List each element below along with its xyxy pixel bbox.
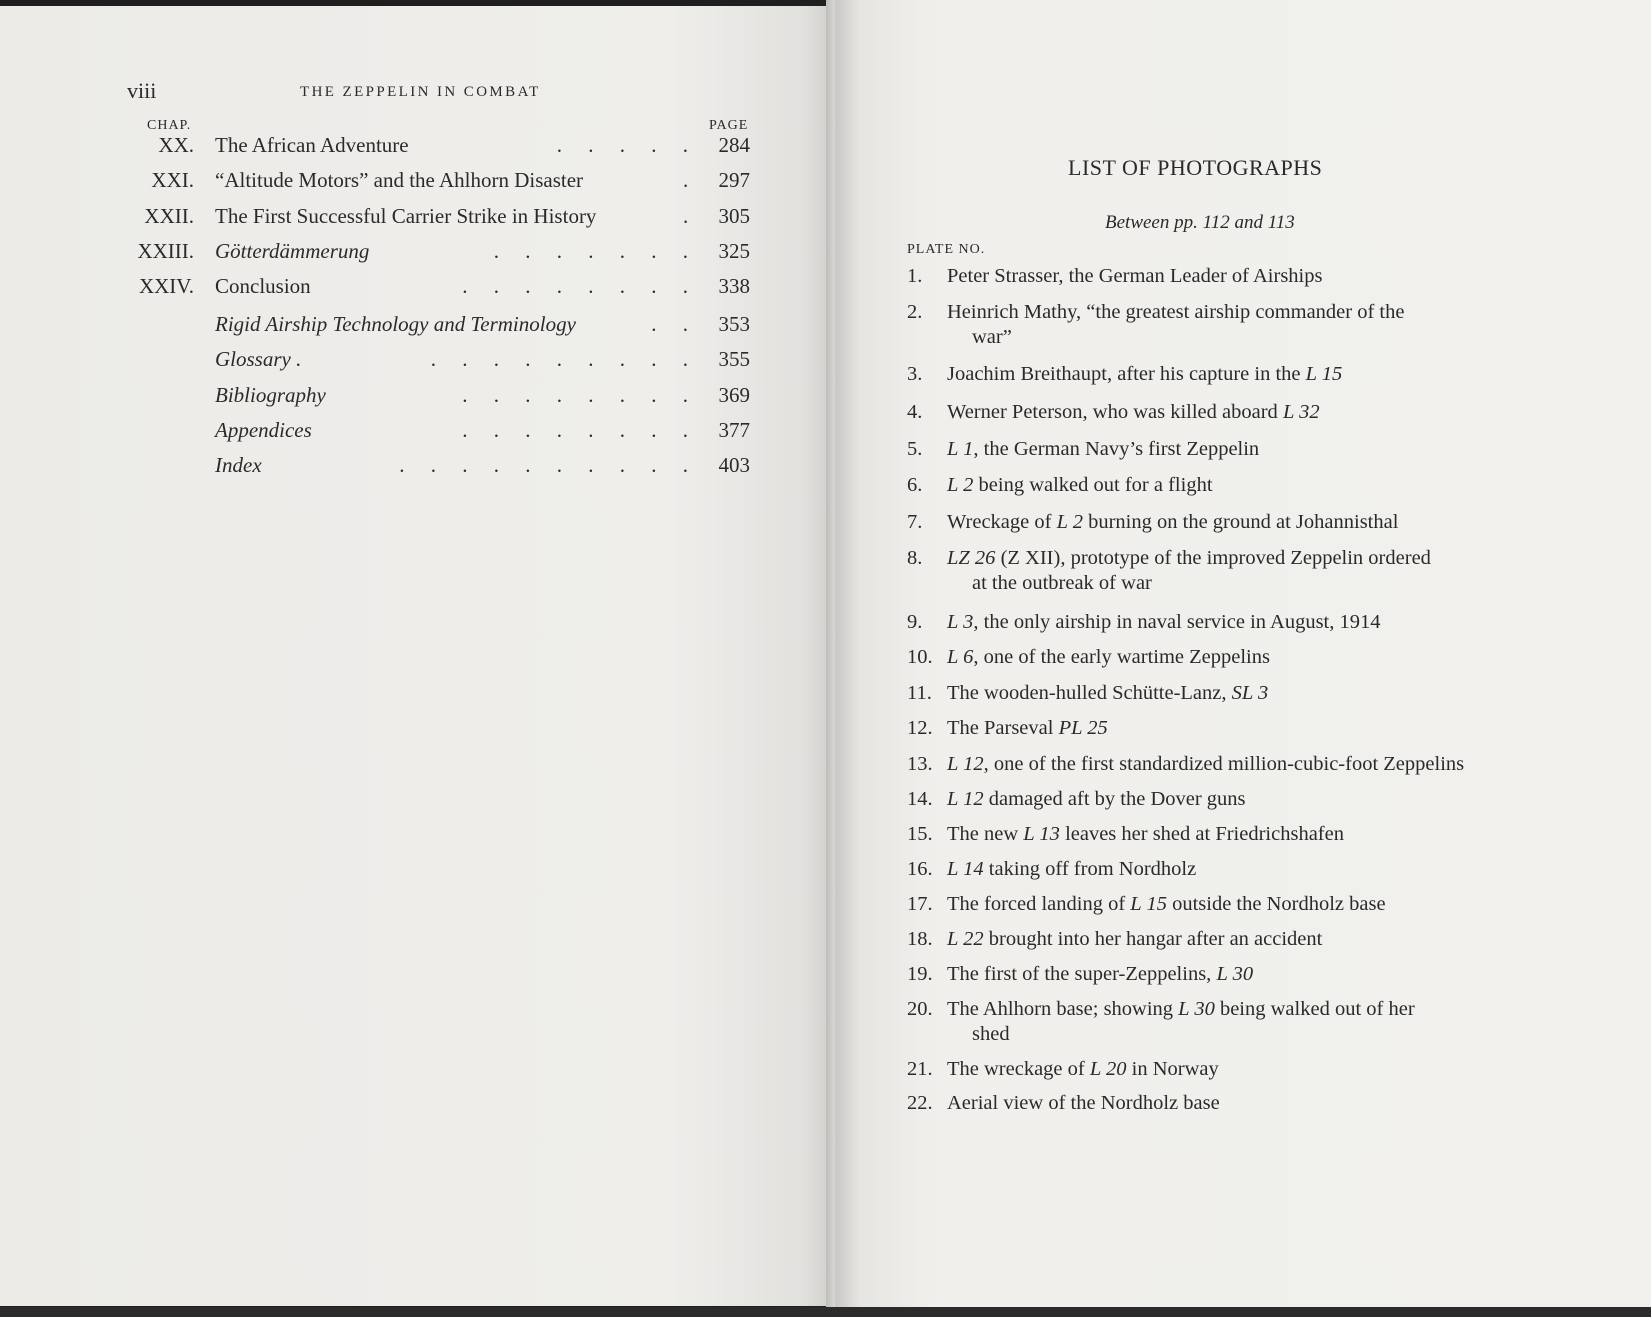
caption-text: brought into her hangar after an accident (983, 928, 1323, 950)
plate-number: 5. (907, 438, 923, 460)
toc-entry (0, 204, 760, 236)
leader-dots: . . (651, 312, 688, 336)
airship-designation: L 22 (947, 928, 984, 950)
caption-text: outside the Nordholz base (1166, 893, 1386, 915)
plate-number: 21. (907, 1058, 933, 1080)
page-number: 369 (718, 383, 750, 407)
page-number: 325 (718, 239, 750, 263)
caption-text: Heinrich Mathy, “the greatest airship commander of the (947, 301, 1405, 323)
airship-designation: PL 25 (1058, 717, 1108, 739)
photograph-caption (947, 400, 1617, 425)
photograph-caption (947, 927, 1617, 952)
caption-text: in Norway (1126, 1058, 1219, 1080)
airship-designation: L 15 (1130, 893, 1167, 915)
caption-text: The forced landing of (947, 893, 1131, 915)
plate-number: 19. (907, 963, 933, 985)
scan-edge (0, 1307, 1651, 1317)
plate-no-heading: PLATE NO. (907, 242, 986, 257)
photograph-caption (947, 822, 1617, 847)
plate-number: 16. (907, 858, 933, 880)
caption-text: , the only airship in naval service in August, 1914 (973, 611, 1381, 633)
chapter-title: Conclusion (215, 274, 311, 298)
chapter-number: XXIV. (138, 274, 194, 298)
photograph-caption (947, 892, 1617, 917)
page-number: 403 (718, 453, 750, 477)
airship-designation: L 3 (947, 611, 974, 633)
airship-designation: L 30 (1178, 998, 1215, 1020)
leader-dots: . . . . . . . . (462, 418, 688, 442)
caption-text: being walked out for a flight (973, 474, 1213, 496)
caption-text: burning on the ground at Johannisthal (1082, 511, 1399, 533)
photograph-caption (947, 645, 1617, 670)
caption-text: The first of the super-Zeppelins, (947, 963, 1217, 985)
photograph-caption (947, 264, 1617, 289)
chapter-title: Rigid Airship Technology and Terminology (215, 312, 576, 336)
toc-entry (0, 383, 760, 415)
photograph-caption (947, 681, 1617, 706)
photograph-caption (947, 962, 1617, 987)
right-page (835, 0, 1651, 1310)
chapter-number: XX. (158, 133, 194, 157)
chapter-title: The First Successful Carrier Strike in History (215, 204, 597, 228)
caption-text: Aerial view of the Nordholz base (947, 1092, 1220, 1114)
airship-designation: L 20 (1089, 1058, 1127, 1080)
page-number: 338 (718, 274, 750, 298)
toc-entry (0, 133, 760, 165)
airship-designation: L 2 (1056, 511, 1083, 533)
caption-text: The Parseval (947, 717, 1059, 739)
folio: viii (127, 78, 157, 103)
photograph-caption (947, 1057, 1617, 1082)
photograph-caption (947, 473, 1617, 498)
page-number: 284 (718, 133, 750, 157)
plate-number: 17. (907, 893, 933, 915)
page-number: 305 (718, 204, 750, 228)
photograph-caption (947, 546, 1617, 596)
leader-dots: . . . . . . . . . . (399, 453, 688, 477)
chapter-title: Götterdämmerung (215, 239, 370, 263)
chapter-title: Appendices (215, 418, 312, 442)
plate-number: 8. (907, 547, 923, 569)
page-number: 297 (718, 168, 750, 192)
leader-dots: . (683, 168, 689, 192)
leader-dots: . . . . . . . . (462, 383, 688, 407)
photograph-caption (947, 787, 1617, 812)
list-of-photographs-title: LIST OF PHOTOGRAPHS (1068, 155, 1323, 180)
caption-text: The Ahlhorn base; showing (947, 998, 1179, 1020)
caption-text: Joachim Breithaupt, after his capture in the (947, 363, 1306, 385)
plate-number: 6. (907, 474, 923, 496)
toc-entry (0, 453, 760, 485)
photograph-caption (947, 610, 1617, 635)
leader-dots: . (683, 204, 689, 228)
chap-column-heading: CHAP. (147, 118, 192, 133)
chapter-number: XXI. (151, 168, 194, 192)
airship-designation: LZ 26 (947, 547, 996, 569)
plate-number: 18. (907, 928, 933, 950)
caption-text: (Z XII), prototype of the improved Zeppelin ordered (995, 547, 1431, 569)
airship-designation: L 13 (1023, 823, 1060, 845)
left-page (0, 6, 835, 1306)
running-title: THE ZEPPELIN IN COMBAT (300, 84, 541, 100)
caption-text: Wreckage of (947, 511, 1057, 533)
leader-dots: . . . . . . . . . (430, 347, 688, 371)
photograph-caption (947, 300, 1617, 350)
photograph-caption (947, 752, 1617, 777)
plate-number: 13. (907, 753, 933, 775)
page-number: 353 (718, 312, 750, 336)
plate-number: 11. (907, 682, 932, 704)
caption-text: leaves her shed at Friedrichshafen (1059, 823, 1344, 845)
plate-number: 9. (907, 611, 923, 633)
chapter-title: “Altitude Motors” and the Ahlhorn Disaster (215, 168, 584, 192)
toc-entry (0, 418, 760, 450)
caption-text: being walked out of her (1214, 998, 1415, 1020)
caption-text: , one of the early wartime Zeppelins (973, 646, 1270, 668)
airship-designation: L 14 (947, 858, 984, 880)
caption-text: taking off from Nordholz (983, 858, 1197, 880)
photograph-caption (947, 510, 1617, 535)
airship-designation: L 1 (947, 438, 974, 460)
airship-designation: L 32 (1282, 401, 1320, 423)
airship-designation: L 12 (947, 753, 984, 775)
caption-text: Werner Peterson, who was killed aboard (947, 401, 1283, 423)
photograph-caption (947, 716, 1617, 741)
caption-text: The wreckage of (947, 1058, 1090, 1080)
leader-dots: . . . . . . . . (462, 274, 688, 298)
caption-text: , the German Navy’s first Zeppelin (973, 438, 1260, 460)
chapter-title: Glossary . (215, 347, 302, 371)
plate-number: 12. (907, 717, 933, 739)
photograph-caption (947, 362, 1617, 387)
photograph-caption (947, 997, 1617, 1047)
caption-continuation: at the outbreak of war (972, 572, 1152, 594)
chapter-number: XXII. (144, 204, 194, 228)
caption-text: , one of the first standardized million-cubic-foot Zeppelins (983, 753, 1465, 775)
chapter-title: The African Adventure (215, 133, 409, 157)
plate-number: 2. (907, 301, 923, 323)
caption-text: The wooden-hulled Schütte-Lanz, (947, 682, 1232, 704)
toc-entry (0, 347, 760, 379)
plate-number: 3. (907, 363, 923, 385)
airship-designation: L 15 (1305, 363, 1343, 385)
plate-number: 15. (907, 823, 933, 845)
chapter-title: Bibliography (215, 383, 326, 407)
toc-entry (0, 312, 760, 344)
airship-designation: L 30 (1216, 963, 1254, 985)
plate-number: 10. (907, 646, 933, 668)
caption-text: Peter Strasser, the German Leader of Airships (947, 265, 1323, 287)
photograph-caption (947, 857, 1617, 882)
caption-continuation: war” (972, 326, 1012, 348)
toc-entry (0, 239, 760, 271)
plate-number: 14. (907, 788, 933, 810)
leader-dots: . . . . . . . (493, 239, 688, 263)
plate-number: 7. (907, 511, 923, 533)
chapter-title: Index (215, 453, 262, 477)
plate-number: 1. (907, 265, 923, 287)
airship-designation: SL 3 (1231, 682, 1269, 704)
airship-designation: L 6 (947, 646, 974, 668)
leader-dots: . . . . . (556, 133, 688, 157)
between-pages-note: Between pp. 112 and 113 (1105, 212, 1295, 233)
toc-entry (0, 274, 760, 306)
toc-entry (0, 168, 760, 200)
photograph-caption (947, 437, 1617, 462)
page-column-heading: PAGE (709, 118, 749, 133)
page-number: 355 (718, 347, 750, 371)
airship-designation: L 12 (947, 788, 984, 810)
plate-number: 4. (907, 401, 923, 423)
plate-number: 22. (907, 1092, 933, 1114)
caption-text: damaged aft by the Dover guns (983, 788, 1246, 810)
plate-number: 20. (907, 998, 933, 1020)
page-number: 377 (718, 418, 750, 442)
caption-text: The new (947, 823, 1024, 845)
chapter-number: XXIII. (137, 239, 194, 263)
photograph-caption (947, 1091, 1617, 1116)
running-head (127, 78, 767, 106)
caption-continuation: shed (972, 1023, 1010, 1045)
airship-designation: L 2 (947, 474, 974, 496)
